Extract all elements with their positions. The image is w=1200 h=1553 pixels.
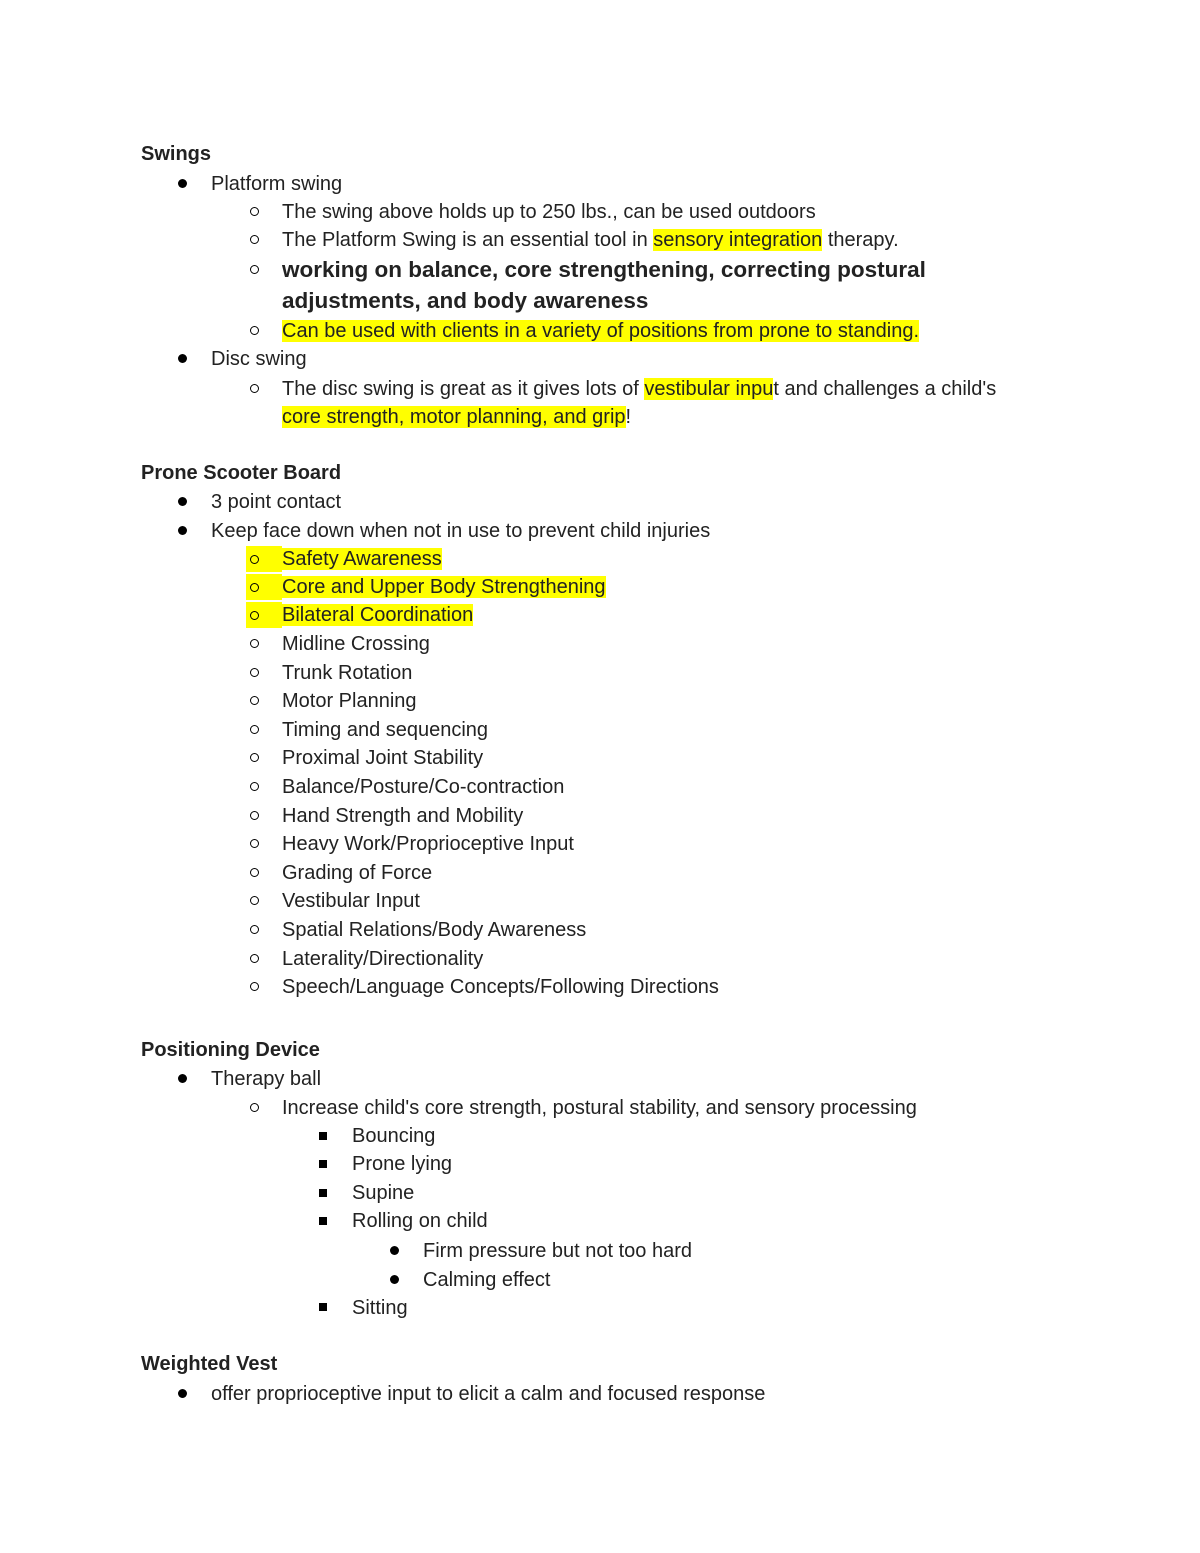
bullet-circle-icon xyxy=(250,639,259,648)
platform-note-positions xyxy=(282,319,919,343)
bullet-disc-icon xyxy=(390,1275,399,1284)
bullet-circle-icon xyxy=(250,753,259,762)
bullet-circle-icon xyxy=(250,555,259,564)
list-item-therapy-ball: Therapy ball xyxy=(211,1068,322,1090)
highlighted-text: core strength, motor planning, and grip xyxy=(282,406,626,428)
benefit-item: Laterality/Directionality xyxy=(282,948,484,970)
bullet-disc-icon xyxy=(178,497,187,506)
bullet-circle-icon xyxy=(250,925,259,934)
use-bouncing: Bouncing xyxy=(352,1125,436,1147)
use-sitting: Sitting xyxy=(352,1297,408,1319)
bullet-circle-icon xyxy=(250,868,259,877)
platform-note-goals-line2: adjustments, and body awareness xyxy=(282,288,649,313)
bullet-circle-icon xyxy=(250,326,259,335)
bullet-disc-icon xyxy=(178,1074,187,1083)
bullet-square-icon xyxy=(319,1132,327,1140)
benefit-item: Midline Crossing xyxy=(282,633,430,655)
benefit-item: Trunk Rotation xyxy=(282,662,413,684)
section-heading-positioning: Positioning Device xyxy=(141,1039,320,1061)
bullet-circle-icon xyxy=(250,839,259,848)
bullet-circle-icon xyxy=(250,782,259,791)
list-item-face-down: Keep face down when not in use to prevent child injuries xyxy=(211,520,711,542)
bullet-circle-icon xyxy=(250,384,259,393)
bullet-square-icon xyxy=(319,1160,327,1168)
bullet-circle-icon xyxy=(250,583,259,592)
bullet-circle-icon xyxy=(250,725,259,734)
note-text: The Platform Swing is an essential tool in xyxy=(282,229,654,251)
benefit-item: Heavy Work/Proprioceptive Input xyxy=(282,833,574,855)
bullet-circle-icon xyxy=(250,696,259,705)
highlighted-text: Safety Awareness xyxy=(282,548,442,570)
benefit-core xyxy=(282,575,606,599)
therapy-ball-purpose: Increase child's core strength, postural stability, and sensory processing xyxy=(282,1097,917,1119)
bullet-square-icon xyxy=(319,1217,327,1225)
benefit-safety xyxy=(282,547,442,571)
bullet-disc-icon xyxy=(178,179,187,188)
bullet-disc-icon xyxy=(390,1246,399,1255)
platform-note-sensory xyxy=(282,228,899,252)
bullet-circle-icon xyxy=(250,235,259,244)
bullet-disc-icon xyxy=(178,526,187,535)
section-heading-scooter: Prone Scooter Board xyxy=(141,462,342,484)
bullet-circle-icon xyxy=(250,811,259,820)
benefit-item: Proximal Joint Stability xyxy=(282,747,484,769)
list-item-vest: offer proprioceptive input to elicit a calm and focused response xyxy=(211,1383,766,1405)
note-text: therapy. xyxy=(822,229,899,251)
bullet-circle-icon xyxy=(250,896,259,905)
use-prone-lying: Prone lying xyxy=(352,1153,453,1175)
disc-note-line2 xyxy=(282,405,631,429)
benefit-item: Vestibular Input xyxy=(282,890,420,912)
note-text: t and challenges a child's xyxy=(773,378,997,400)
bullet-circle-icon xyxy=(250,954,259,963)
bullet-circle-icon xyxy=(250,982,259,991)
note-text: ! xyxy=(625,406,632,428)
list-item-disc-swing: Disc swing xyxy=(211,348,307,370)
bullet-circle-icon xyxy=(250,611,259,620)
rolling-note-calming: Calming effect xyxy=(423,1269,551,1291)
highlighted-text: Bilateral Coordination xyxy=(282,604,474,626)
benefit-bilateral xyxy=(282,603,473,627)
bullet-circle-icon xyxy=(250,207,259,216)
bullet-disc-icon xyxy=(178,354,187,363)
rolling-note-pressure: Firm pressure but not too hard xyxy=(423,1240,693,1262)
bullet-circle-icon xyxy=(250,265,259,274)
platform-note-capacity: The swing above holds up to 250 lbs., can be used outdoors xyxy=(282,201,816,223)
benefit-item: Hand Strength and Mobility xyxy=(282,805,524,827)
list-item-platform-swing: Platform swing xyxy=(211,173,343,195)
use-rolling: Rolling on child xyxy=(352,1210,488,1232)
note-text: The disc swing is great as it gives lots of xyxy=(282,378,645,400)
disc-note-line1 xyxy=(282,377,996,401)
platform-note-goals-line1: working on balance, core strengthening, correcting postural xyxy=(282,257,926,282)
section-heading-weighted-vest: Weighted Vest xyxy=(141,1353,278,1375)
list-item-contact: 3 point contact xyxy=(211,491,342,513)
benefit-item: Grading of Force xyxy=(282,862,433,884)
section-heading-swings: Swings xyxy=(141,143,212,165)
bullet-square-icon xyxy=(319,1189,327,1197)
bullet-square-icon xyxy=(319,1303,327,1311)
highlighted-text: Core and Upper Body Strengthening xyxy=(282,576,606,598)
bullet-circle-icon xyxy=(250,668,259,677)
highlighted-text: Can be used with clients in a variety of positions from prone to standing. xyxy=(282,320,920,342)
highlighted-text: vestibular inpu xyxy=(644,378,774,400)
bullet-disc-icon xyxy=(178,1389,187,1398)
benefit-item: Motor Planning xyxy=(282,690,417,712)
use-supine: Supine xyxy=(352,1182,415,1204)
bullet-circle-icon xyxy=(250,1103,259,1112)
highlighted-text: sensory integration xyxy=(653,229,823,251)
benefit-item: Timing and sequencing xyxy=(282,719,489,741)
benefit-item: Balance/Posture/Co-contraction xyxy=(282,776,565,798)
benefit-item: Speech/Language Concepts/Following Directions xyxy=(282,976,719,998)
benefit-item: Spatial Relations/Body Awareness xyxy=(282,919,587,941)
